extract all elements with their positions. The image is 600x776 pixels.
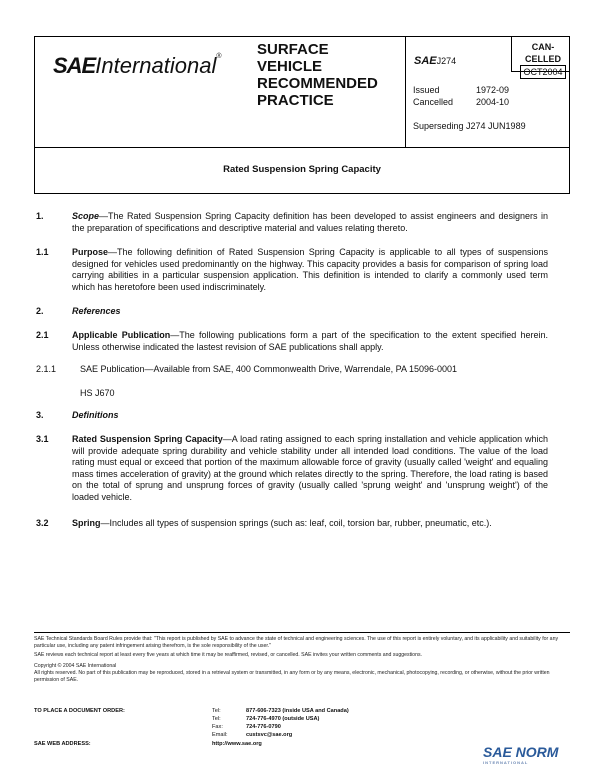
document-header bbox=[34, 36, 570, 148]
sae-international-logo: SAEInternational® bbox=[53, 53, 222, 78]
section-purpose: 1.1 Purpose—The following definition of Rated Suspension Spring Capacity is applicable to all types of suspensions designed for vehicles used predominantly on the highway. This capacity provides a basis for comparison of spring load carrying abilities in a particular suspension application. This definition is intended to clarify a commonly used term which has heretofore been used indiscriminately. bbox=[36, 247, 548, 292]
fax-label: Fax: bbox=[212, 724, 223, 730]
tel2-label: Tel: bbox=[212, 716, 221, 722]
email-label: Email: bbox=[212, 732, 228, 738]
footer-rules-text: SAE Technical Standards Board Rules provide that: "This report is published by SAE to advance the state of technical and engineering sciences. The use of this report is entirely voluntary, and its applicability and suitability for any particular use, including any patent infringement arising therefrom, is the sole responsibility of the user." bbox=[34, 636, 559, 649]
web-link[interactable]: http://www.sae.org bbox=[212, 741, 262, 747]
footer-review-text: SAE reviews each technical report at least every five years at which time it may be reaffirmed, revised, or cancelled. SAE invites your written comments and suggestions. bbox=[34, 652, 422, 658]
section-sae-publication: 2.1.1 SAE Publication—Available from SAE, 400 Commonwealth Drive, Warrendale, PA 15096-0001 bbox=[36, 364, 458, 374]
section-applicable-publication: 2.1 Applicable Publication—The following publications form a part of the specification to the extent specified herein. Unless otherwise indicated the lastest revision of SAE publications shall apply. bbox=[36, 330, 548, 352]
reference-hs-j670: HS J670 bbox=[80, 388, 115, 398]
document-number: SAEJ274 bbox=[414, 55, 457, 67]
order-label: TO PLACE A DOCUMENT ORDER: bbox=[34, 708, 125, 714]
footer-rule bbox=[34, 632, 570, 633]
footer-copyright: Copyright © 2004 SAE International bbox=[34, 663, 117, 669]
tel2-value: 724-776-4970 (outside USA) bbox=[246, 716, 320, 722]
fax-value: 724-776-0790 bbox=[246, 724, 281, 730]
issued-label: Issued bbox=[413, 85, 440, 95]
document-title: Rated Suspension Spring Capacity bbox=[223, 164, 381, 175]
title-band bbox=[34, 148, 570, 194]
issued-value: 1972-09 bbox=[476, 85, 510, 95]
header-divider bbox=[405, 37, 406, 147]
cancelled-value: 2004-10 bbox=[476, 97, 510, 107]
section-scope: 1. Scope—The Rated Suspension Spring Capacity definition has been developed to assist engineers and designers in the preparation of specifications and descriptive material and values relating thereto. bbox=[36, 211, 548, 233]
tel-value: 877-606-7323 (inside USA and Canada) bbox=[246, 708, 349, 714]
section-rated-capacity: 3.1 Rated Suspension Spring Capacity—A load rating assigned to each spring installation and vehicle application which will provide adequate spring durability and vehicle stability under all intended load conditions. The value of the load rating must equal or exceed that portion of the maximum allowable force of gravity (usually called 'weight' and equaling mass times acceleration of gravity) at the ground which relates directly to the spring. Therefore, the load rating is based on the total of sprung and unsprung forces of gravity (usually called 'sprung weight' and 'unsprung weight') of the loaded vehicle. bbox=[36, 434, 548, 502]
cancelled-label: Cancelled bbox=[413, 97, 454, 107]
section-definitions: 3. Definitions bbox=[36, 410, 119, 420]
document-type: SURFACE VEHICLE RECOMMENDED PRACTICE bbox=[257, 41, 378, 109]
section-references: 2. References bbox=[36, 306, 121, 316]
footer-rights-text: All rights reserved. No part of this publication may be reproduced, stored in a retrieval system or transmitted, in any form or by any means, electronic, mechanical, photocopying, recording, or otherwise, without the prior written permission of SAE. bbox=[34, 670, 550, 683]
sae-norm-logo: SAE NORM INTERNATIONAL bbox=[483, 744, 559, 765]
header-divider bbox=[511, 37, 512, 71]
section-spring: 3.2 Spring—Includes all types of suspension springs (such as: leaf, coil, torsion bar, rubber, pneumatic, etc.). bbox=[36, 518, 492, 528]
web-label: SAE WEB ADDRESS: bbox=[34, 741, 91, 747]
cancelled-stamp: CAN- CELLED OCT2004 bbox=[517, 41, 569, 79]
email-value[interactable]: custsvc@sae.org bbox=[246, 732, 293, 738]
tel-label: Tel: bbox=[212, 708, 221, 714]
superseding-text: Superseding J274 JUN1989 bbox=[413, 121, 526, 131]
